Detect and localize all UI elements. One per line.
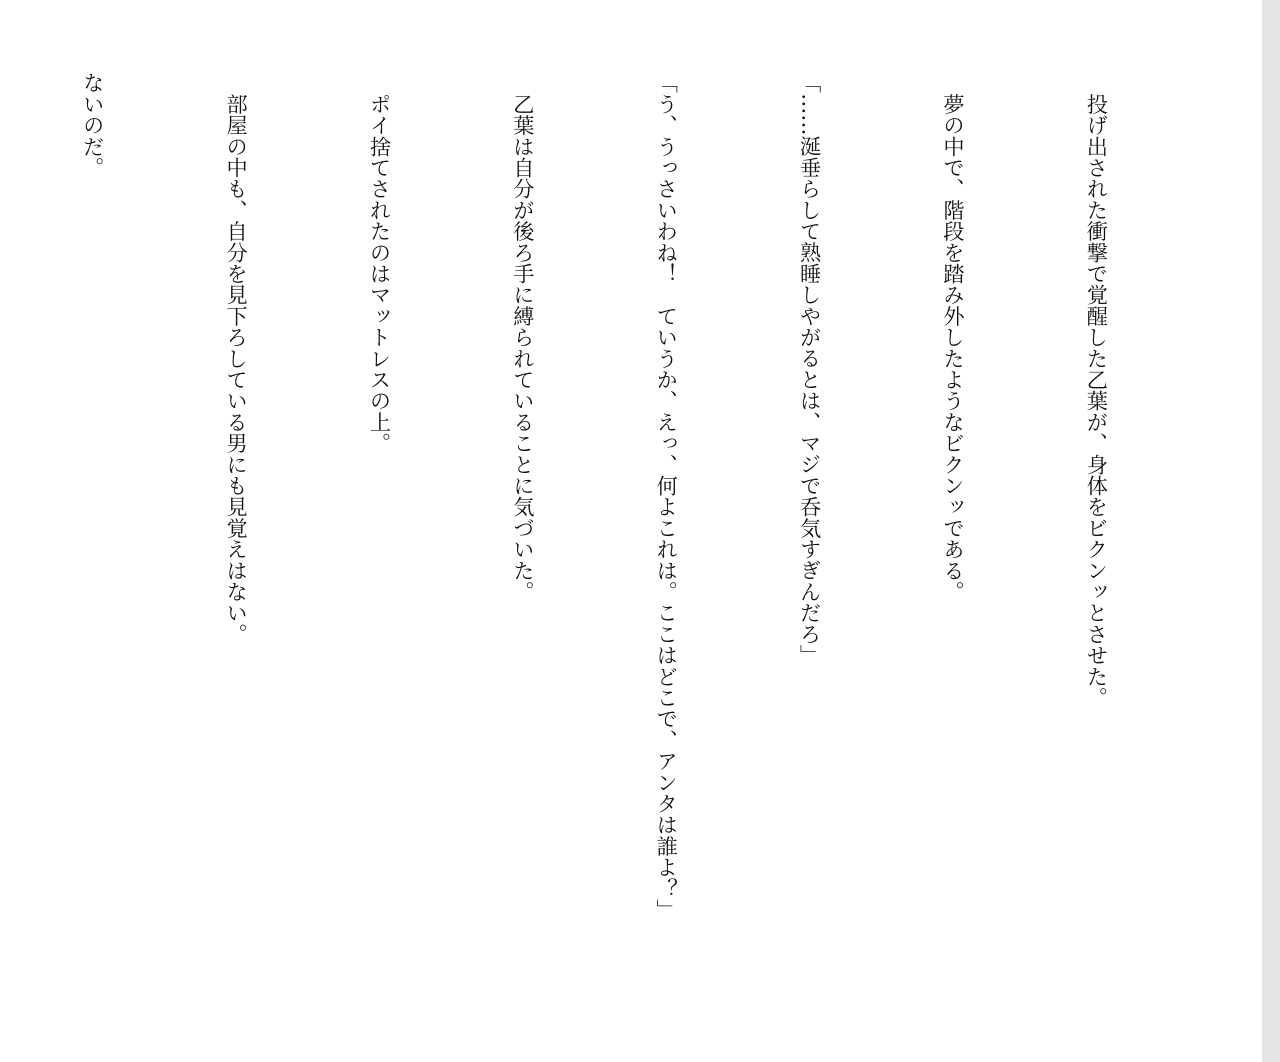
text-line-5: 乙葉は自分が後ろ手に縛られていることに気づいた。 <box>510 72 536 602</box>
text-line-8: ないのだ。 <box>80 72 106 178</box>
text-line-7: 部屋の中も、自分を見下ろしている男にも見覚えはない。 <box>224 72 250 645</box>
page-edge <box>1262 0 1280 1062</box>
text-line-2: 夢の中で、階段を踏み外したようなビクンッである。 <box>941 72 967 602</box>
text-line-6: ポイ捨てされたのはマットレスの上。 <box>367 72 393 454</box>
text-line-1: 投げ出された衝撃で覚醒した乙葉が、身体をビクンッとさせた。 <box>1084 72 1110 708</box>
text-line-3: 「……涎垂らして熟睡しやがるとは、マジで呑気すぎんだろ」 <box>797 72 823 666</box>
vertical-text-body <box>0 72 1216 1032</box>
text-line-4: 「う、うっさいわね！ ていうか、えっ、何よこれは。ここはどこで、アンタは誰よ？」 <box>654 72 680 920</box>
